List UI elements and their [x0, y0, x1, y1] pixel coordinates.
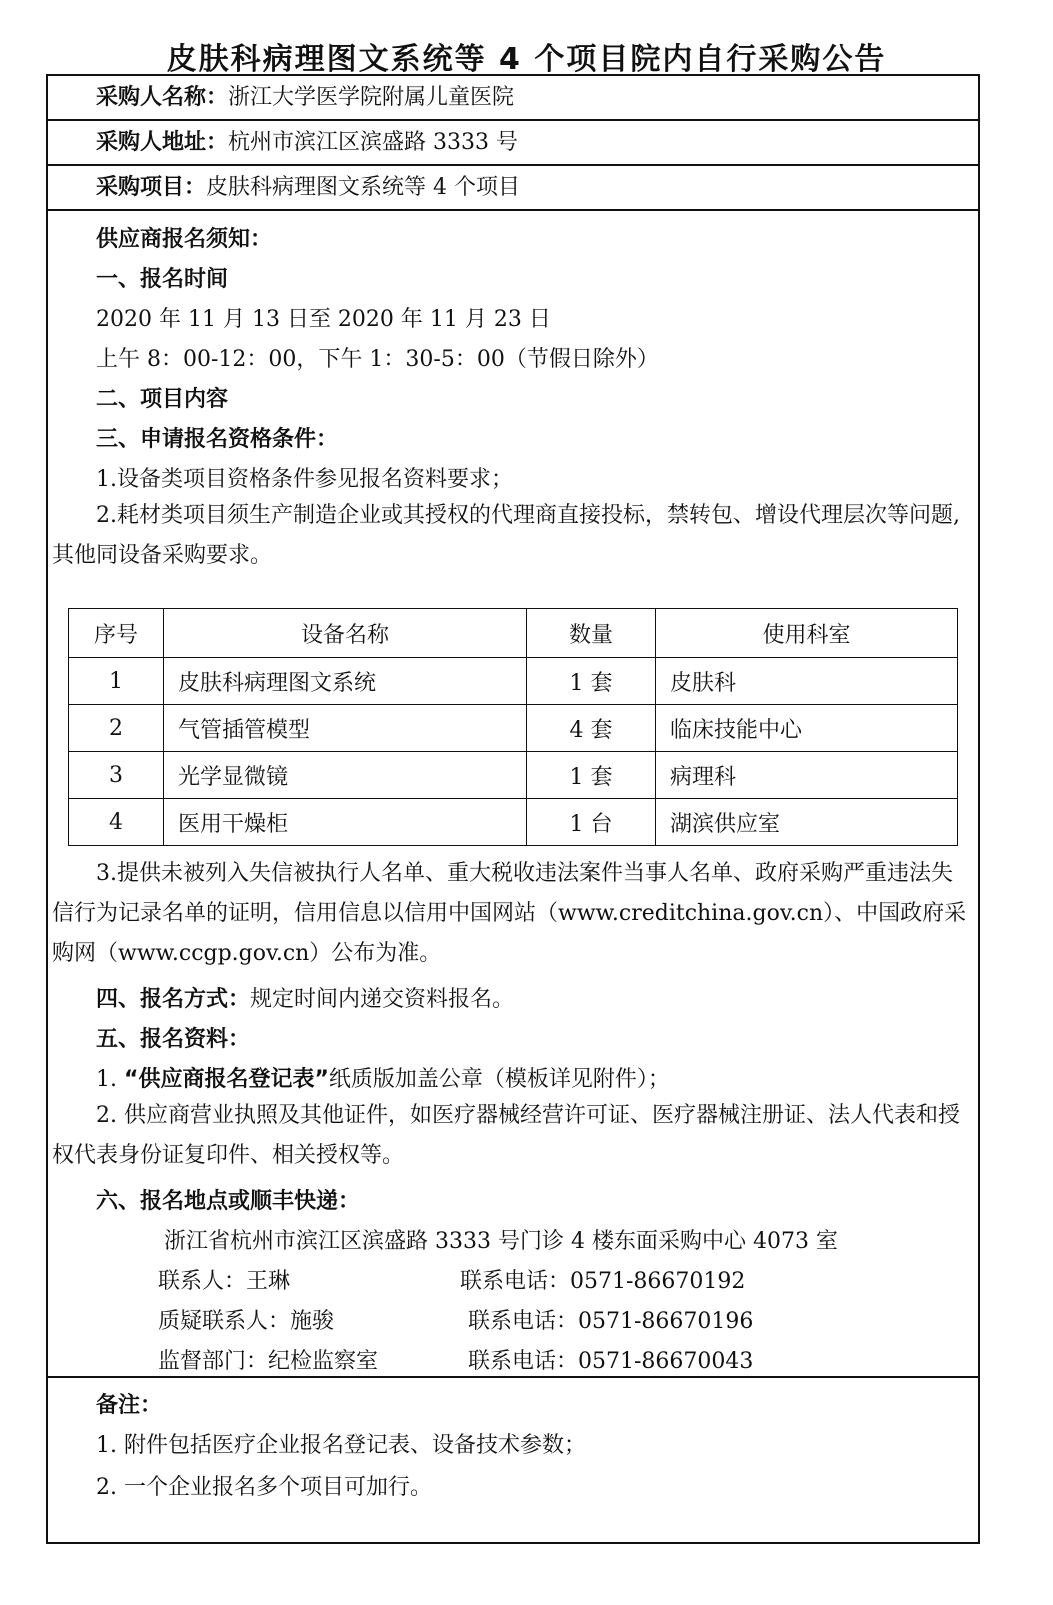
cell-name: 光学显微镜 [164, 752, 527, 799]
col-header-qty: 数量 [527, 609, 656, 658]
registration-address: 浙江省杭州市滨江区滨盛路 3333 号门诊 4 楼东面采购中心 4073 室 [164, 1229, 838, 1254]
cell-qty: 1 套 [527, 658, 656, 705]
cell-name: 皮肤科病理图文系统 [164, 658, 527, 705]
materials-item-1 [48, 1062, 1026, 1093]
section-3-title: 三、申请报名资格条件： [96, 427, 339, 452]
section-6-title: 六、报名地点或顺丰快递： [96, 1189, 361, 1214]
col-header-dept: 使用科室 [656, 609, 958, 658]
remarks-item-1: 1. 附件包括医疗企业报名登记表、设备技术参数； [96, 1433, 586, 1458]
table-row [69, 752, 958, 799]
qualification-item-1: 1.设备类项目资格条件参见报名资料要求； [96, 467, 513, 492]
table-row [69, 705, 958, 752]
registration-form-name: “供应商报名登记表” [123, 1067, 329, 1092]
section-5-title: 五、报名资料： [96, 1027, 251, 1052]
cell-no: 4 [69, 799, 164, 846]
notice-heading: 供应商报名须知： [96, 227, 273, 252]
section-4 [48, 982, 1026, 1013]
col-header-name: 设备名称 [164, 609, 527, 658]
cell-qty: 4 套 [527, 705, 656, 752]
page-title: 皮肤科病理图文系统等 4 个项目院内自行采购公告 [166, 42, 887, 77]
cell-qty: 1 套 [527, 752, 656, 799]
address-label: 采购人地址： [96, 130, 229, 155]
table-header-row [69, 609, 958, 658]
qualification-item-3: 3.提供未被列入失信被执行人名单、重大税收违法案件当事人名单、政府采购严重违法失信行为记录名单的证明，信用信息以信用中国网站（www.creditchina.gov.cn）、中国政府采购网（www.ccgp.gov.cn）公布为准。 [52, 861, 967, 966]
remarks-item-2: 2. 一个企业报名多个项目可加行。 [96, 1475, 432, 1500]
contact-row [48, 1264, 1053, 1295]
cell-name: 气管插管模型 [164, 705, 527, 752]
contact-name: 质疑联系人：施骏 [158, 1309, 335, 1334]
registration-hours: 上午 8：00-12：00，下午 1：30-5：00（节假日除外） [96, 347, 659, 372]
section-1-title: 一、报名时间 [96, 267, 229, 292]
qualification-item-2: 2.耗材类项目须生产制造企业或其授权的代理商直接投标，禁转包、增设代理层次等问题,其他同设备采购要求。 [52, 503, 960, 568]
contact-name: 监督部门：纪检监察室 [158, 1349, 379, 1374]
contact-row [48, 1304, 1053, 1335]
cell-dept: 临床技能中心 [656, 705, 958, 752]
project-value: 皮肤科病理图文系统等 4 个项目 [206, 175, 520, 200]
materials-item-1-prefix: 1. [96, 1067, 124, 1092]
section-2-title: 二、项目内容 [96, 387, 229, 412]
section-4-title: 四、报名方式： [96, 987, 251, 1012]
remarks-divider [48, 1376, 978, 1378]
cell-qty: 1 台 [527, 799, 656, 846]
cell-dept: 皮肤科 [656, 658, 958, 705]
cell-name: 医用干燥柜 [164, 799, 527, 846]
materials-item-1-rest: 纸质版加盖公章（模板详见附件）； [328, 1067, 670, 1092]
address-value: 杭州市滨江区滨盛路 3333 号 [228, 130, 518, 155]
materials-item-2: 2. 供应商营业执照及其他证件，如医疗器械经营许可证、医疗器械注册证、法人代表和授权代表身份证复印件、相关授权等。 [52, 1103, 960, 1168]
col-header-no: 序号 [69, 609, 164, 658]
contact-name: 联系人：王琳 [158, 1269, 291, 1294]
purchaser-row [48, 76, 978, 121]
cell-no: 1 [69, 658, 164, 705]
address-row [48, 121, 978, 166]
table-row [69, 658, 958, 705]
cell-no: 2 [69, 705, 164, 752]
table-row [69, 799, 958, 846]
purchaser-value: 浙江大学医学院附属儿童医院 [228, 85, 515, 110]
cell-no: 3 [69, 752, 164, 799]
purchaser-label: 采购人名称： [96, 85, 229, 110]
project-label: 采购项目： [96, 175, 207, 200]
cell-dept: 病理科 [656, 752, 958, 799]
announcement-frame [46, 74, 980, 1544]
contact-phone: 联系电话：0571-86670192 [460, 1269, 746, 1294]
section-4-text: 规定时间内递交资料报名。 [250, 987, 515, 1012]
contact-phone: 联系电话：0571-86670196 [468, 1309, 754, 1334]
remarks-title: 备注： [96, 1393, 163, 1418]
registration-dates: 2020 年 11 月 13 日至 2020 年 11 月 23 日 [96, 307, 551, 332]
equipment-table [68, 608, 958, 846]
project-row [48, 166, 978, 211]
contact-phone: 联系电话：0571-86670043 [468, 1349, 754, 1374]
cell-dept: 湖滨供应室 [656, 799, 958, 846]
contact-row [48, 1344, 1053, 1375]
